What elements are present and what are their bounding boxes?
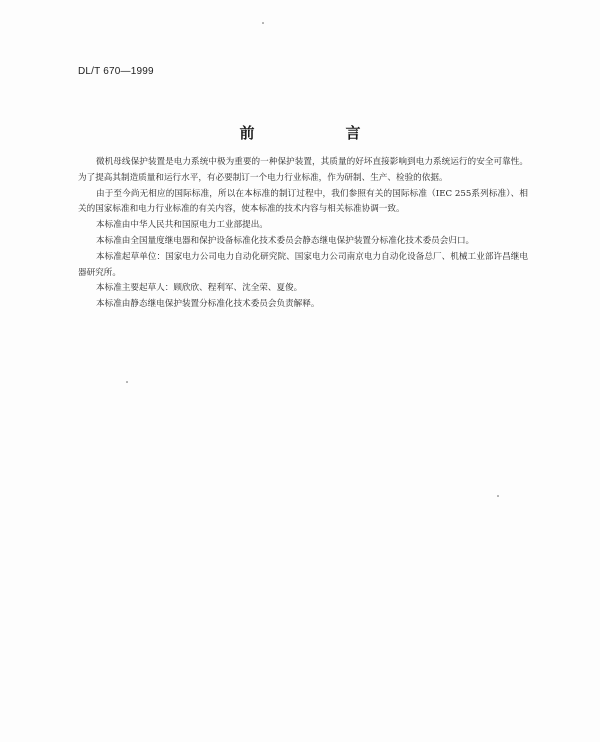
standard-code: DL/T 670—1999 — [78, 66, 154, 77]
foreword-body — [78, 155, 528, 313]
paragraph: 本标准起草单位：国家电力公司电力自动化研究院、国家电力公司南京电力自动化设备总厂、机械工业部许昌继电器研究所。 — [78, 251, 528, 278]
paragraph: 本标准由静态继电保护装置分标准化技术委员会负责解释。 — [96, 299, 320, 310]
paragraph: 本标准由全国量度继电器和保护设备标准化技术委员会静态继电保护装置分标准化技术委员会归口。 — [96, 235, 475, 246]
section-title: 前 言 — [239, 124, 399, 142]
paragraph: 由于至今尚无相应的国际标准，所以在本标准的制订过程中，我们参照有关的国际标准（IEC 255系列标准）、相关的国家标准和电力行业标准的有关内容，使本标准的技术内容与相关标准协调一致。 — [78, 188, 528, 215]
scan-speck — [262, 22, 264, 24]
paragraph: 本标准由中华人民共和国原电力工业部提出。 — [96, 220, 268, 231]
scan-speck — [497, 495, 499, 497]
scan-speck — [126, 381, 128, 383]
paragraph: 本标准主要起草人：顾欣欣、程利军、沈全荣、夏俊。 — [96, 283, 303, 294]
paragraph: 微机母线保护装置是电力系统中极为重要的一种保护装置，其质量的好坏直接影响到电力系统运行的安全可靠性。为了提高其制造质量和运行水平，有必要制订一个电力行业标准，作为研制、生产、检验的依据。 — [78, 157, 528, 183]
